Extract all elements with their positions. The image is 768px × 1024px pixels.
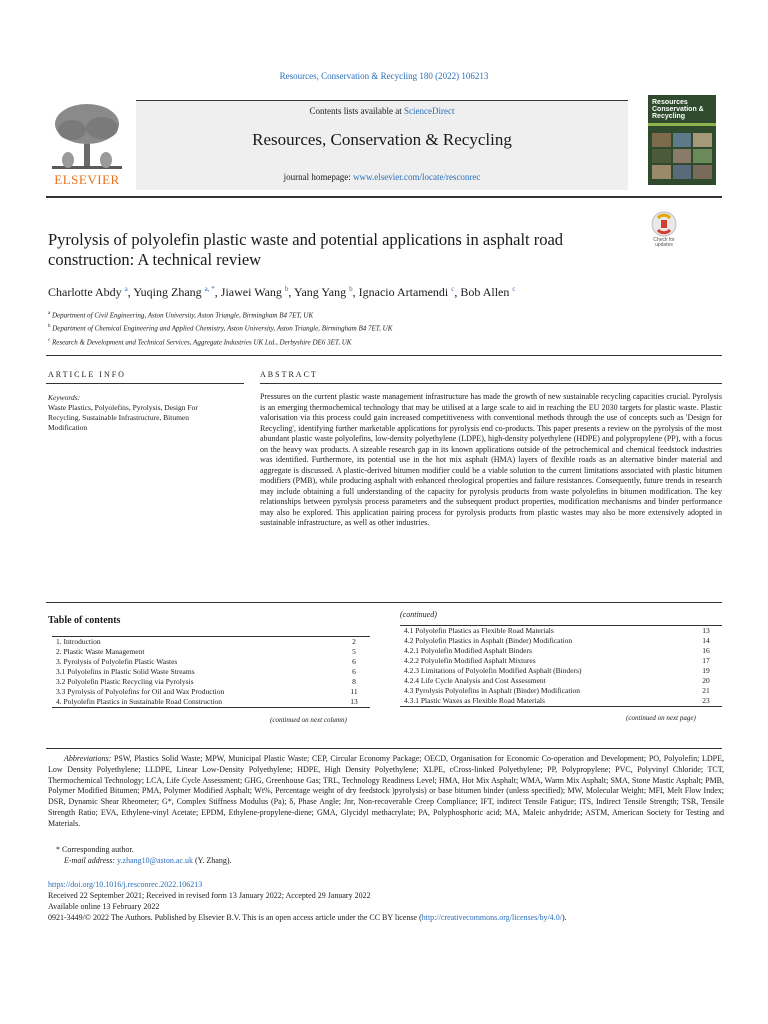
toc-entry[interactable]	[400, 656, 722, 666]
affiliation-text: Research & Development and Technical Services, Aggregate Industries UK Ltd., Derbyshire DE6 3ET, UK	[51, 337, 352, 346]
elsevier-wordmark: ELSEVIER	[54, 172, 120, 187]
toc-entry-page: 8	[352, 677, 356, 686]
affiliation-mark: a	[48, 311, 51, 316]
affiliation	[48, 321, 392, 334]
keywords-text: Waste Plastics, Polyolefins, Pyrolysis, Design For Recycling, Sustainable Infrastructure, Bitumen Modification	[48, 403, 198, 432]
toc-entry[interactable]	[52, 697, 370, 707]
toc-entry-page: 11	[350, 687, 358, 696]
toc-entry-label: 4.2.3 Limitations of Polyolefin Modified Asphalt (Binders)	[404, 666, 582, 675]
toc-entry-page: 13	[350, 697, 358, 706]
toc-entry-page: 5	[352, 647, 356, 656]
author-affiliation-mark[interactable]: b	[349, 285, 353, 293]
toc-continued-head: (continued)	[400, 610, 437, 619]
toc-entry-label: 3.3 Pyrolysis of Polyolefins for Oil and Wax Production	[56, 687, 225, 696]
toc-entry-label: 4.2.4 Life Cycle Analysis and Cost Assessment	[404, 676, 546, 685]
toc-entry-label: 4.3.1 Plastic Waxes as Flexible Road Materials	[404, 696, 545, 705]
toc-entry[interactable]	[52, 637, 370, 647]
toc-entry-page: 21	[702, 686, 710, 695]
keywords-label: Keywords:	[48, 393, 81, 402]
email-line	[64, 856, 231, 865]
check-for-updates-button[interactable]	[646, 210, 682, 246]
toc-entry-label: 3.2 Polyolefin Plastic Recycling via Pyrolysis	[56, 677, 194, 686]
author-name[interactable]: Yang Yang	[293, 285, 347, 299]
article-info-heading: ARTICLE INFO	[48, 370, 126, 379]
homepage-prefix: journal homepage:	[283, 172, 354, 182]
author-affiliation-mark[interactable]: b	[284, 285, 289, 293]
homepage-link[interactable]: www.elsevier.com/locate/resconrec	[353, 172, 481, 182]
toc-entry-label: 4.3 Pyrolysis Polyolefins in Asphalt (Binder) Modification	[404, 686, 581, 695]
toc-rule	[46, 602, 722, 603]
toc-entry-page: 14	[702, 636, 710, 645]
journal-homepage	[136, 172, 628, 182]
abbreviations-text: PSW, Plastics Solid Waste; MPW, Municipal Plastic Waste; CEP, Circular Economy Package; OECD, Organisation for Economic Co-operation and Development; PO, Polyolefin; LDPE, Low Density Polyethylene; LLDPE, Linear Low-Density Polyethylene; HDPE, High Density Polyethylene; XLPE, cCross-linked Polyethylene; PP, Polypropylene; PVC, Polyvinyl Chloride; TCT, Thermochemical Technology; LCA, Life Cycle Assessment; GHG, Greenhouse Gas; TRL, Technology Readiness Level; HMA, Hot Mix Asphalt; WMA, Warm Mix Asphalt; SMA, Stone Mastic Asphalt; PMB, Polymer Modified Bitumen; PMA, Polymer Modified Asphalt; Wt%, Percentage weight of dry feedstock )pyrolysis) or base bitumen binder (unless specified); MW, Molecular Weight; MFI, Melt Flow Index; DSR, Dynamic Shear Rheometer; G*, Complex Stiffness Modulus (Pa); δ, Phase Angle; Jnr, Non-recoverable Creep Compliance; IFT, indirect Tensile Fatigue; ITS, Indirect Tensile Strength; TSR, Tensile Strength Ratio; EVA, Ethylene-vinyl Acetate; EPDM, Ethylene-propylene-diene; GMA, Glycidyl methacrylate; PA, Polyphosphoric acid; MA, Maleic anhydride; ASTM, American Society for Testing and Materials.	[48, 754, 724, 828]
license-suffix: ).	[562, 913, 567, 922]
toc-left-column	[52, 636, 370, 708]
toc-entry-label: 3.1 Polyolefins in Plastic Solid Waste Streams	[56, 667, 195, 676]
toc-entry-page: 17	[702, 656, 710, 665]
cover-photos	[652, 133, 712, 179]
author-name[interactable]: Ignacio Artamendi	[358, 285, 449, 299]
toc-entry[interactable]	[400, 676, 722, 686]
license-link[interactable]: http://creativecommons.org/licenses/by/4.0/	[421, 913, 563, 922]
abstract-heading: ABSTRACT	[260, 370, 318, 379]
email-link[interactable]: y.zhang10@aston.ac.uk	[117, 856, 193, 865]
contents-line	[136, 106, 628, 116]
toc-entry-page: 13	[702, 626, 710, 635]
toc-entry-label: 4.2 Polyolefin Plastics in Asphalt (Binder) Modification	[404, 636, 573, 645]
author-name[interactable]: Jiawei Wang	[220, 285, 282, 299]
toc-entry-label: 4.1 Polyolefin Plastics as Flexible Road Materials	[404, 626, 554, 635]
toc-entry-page: 19	[702, 666, 710, 675]
tree-logo-icon	[46, 100, 128, 174]
toc-entry[interactable]	[400, 686, 722, 696]
toc-entry-label: 3. Pyrolysis of Polyolefin Plastic Wastes	[56, 657, 178, 666]
toc-entry[interactable]	[400, 636, 722, 646]
cover-strip	[648, 123, 716, 126]
journal-citation[interactable]: Resources, Conservation & Recycling 180 (2022) 106213	[279, 71, 489, 81]
license-line	[48, 913, 724, 922]
journal-header	[136, 100, 628, 190]
article-info-rule	[46, 383, 244, 384]
abstract-text: Pressures on the current plastic waste management infrastructure has made the growth of new sustainable recycling capacities crucial. Pyrolysis is an emerging thermochemical technology that may be utilised at a large scale to aid in reaching the EU 2030 targets for plastic waste. Plastic valorisation via this process could gain increased competitiveness with conventional methods through the use of concepts such as 'Design for Recycling', identifying further marketable applications for pyrolysis end co-products. This paper presents a review on the pyrolysis of the most abundant plastic waste polyolefins, low-density polyethylene (LDPE), high-density polyethylene (HDPE) and polypropylene (PP), with a focus on the heavy wax products. A sizeable research gap in its known applications outside of the petrochemical and chemical feedstock industries was identified. Furthermore, its potential use in the hot mix asphalt (HMA) layers of flexible roads as an alternative binder material and aggregate is discussed. A plastic-derived bitumen modifier could be a viable solution to the current limitations associated with plastic bitumen modifiers (PMB), while producing asphalt with enhanced rheological properties and failure resistances. Consequently, future trends in research may include obtaining a full understanding of the capacity for pyrolysis products from waste polyolefins in bitumen modification. The key relationships between pyrolysis process parameters and the subsequent product properties, modification mechanisms and binder performance may also be explored. This application pairing process for pyrolysis products from plastic wastes may also be more extensively adopted in sustainable infrastructure, as well as other industries.	[260, 392, 722, 527]
toc-entry-label: 4. Polyolefin Plastics in Sustainable Road Construction	[56, 697, 223, 706]
corresponding-author-note: * Corresponding author.	[56, 845, 134, 854]
author-affiliation-mark[interactable]: c	[451, 285, 455, 293]
toc-entry-label: 4.2.1 Polyolefin Modified Asphalt Binders	[404, 646, 532, 655]
toc-entry-page: 23	[702, 696, 710, 705]
info-rule	[46, 355, 722, 356]
author-name[interactable]: Yuqing Zhang	[133, 285, 202, 299]
toc-title: Table of contents	[48, 615, 121, 626]
author-affiliation-mark[interactable]: c	[512, 285, 516, 293]
email-label: E-mail address:	[64, 856, 116, 865]
abstract-rule	[260, 383, 722, 384]
toc-entry[interactable]	[52, 647, 370, 657]
cover-title: Resources Conservation & Recycling	[652, 99, 704, 120]
toc-entry-page: 6	[352, 657, 356, 666]
toc-entry-page: 20	[702, 676, 710, 685]
toc-entry-page: 16	[702, 646, 710, 655]
author-name[interactable]: Charlotte Abdy	[48, 285, 122, 299]
toc-entry[interactable]	[52, 677, 370, 687]
toc-entry[interactable]	[400, 646, 722, 656]
toc-entry[interactable]	[400, 696, 722, 706]
toc-entry[interactable]	[52, 657, 370, 667]
abbreviations-label: Abbreviations:	[64, 754, 112, 763]
toc-entry-page: 6	[352, 667, 356, 676]
doi-link[interactable]: https://doi.org/10.1016/j.resconrec.2022.106213	[48, 880, 203, 889]
affiliation	[48, 335, 392, 348]
toc-continued-left: (continued on next column)	[270, 716, 347, 724]
header-rule	[46, 196, 722, 198]
toc-entry[interactable]	[52, 687, 370, 697]
toc-entry-label: 2. Plastic Waste Management	[56, 647, 145, 656]
publisher-logo	[46, 100, 128, 190]
online-date: Available online 13 February 2022	[48, 902, 160, 911]
toc-continued-right: (continued on next page)	[626, 714, 696, 722]
contents-prefix: Contents lists available at	[309, 106, 404, 116]
toc-entry[interactable]	[52, 667, 370, 677]
footnote-rule	[46, 748, 722, 749]
affiliation-mark: b	[48, 324, 51, 330]
toc-entry[interactable]	[400, 626, 722, 636]
affiliation	[48, 308, 392, 321]
license-prefix: 0921-3449/© 2022 The Authors. Published by Elsevier B.V. This is an open access article under the CC BY license (	[48, 913, 422, 922]
author-affiliation-mark[interactable]: a	[124, 285, 128, 293]
journal-name: Resources, Conservation & Recycling	[252, 130, 512, 149]
affiliation-text: Department of Civil Engineering, Aston University, Aston Triangle, Birmingham B4 7ET, UK	[51, 311, 314, 320]
sciencedirect-link[interactable]: ScienceDirect	[404, 106, 455, 116]
author-list: Charlotte Abdy $^a$, Yuqing Zhang $^{a, *}$, Jiawei Wang $^b$, Yang Yang $^b$, Ignacio Artamendi $^c$, Bob Allen $^c$	[48, 285, 516, 299]
toc-entry-label: 4.2.2 Polyolefin Modified Asphalt Mixtures	[404, 656, 536, 665]
received-dates: Received 22 September 2021; Received in revised form 13 January 2022; Accepted 29 January 2022	[48, 891, 371, 900]
toc-entry-label: 1. Introduction	[56, 637, 101, 646]
toc-right-column	[400, 625, 722, 707]
email-suffix: (Y. Zhang).	[192, 856, 232, 865]
article-title: Pyrolysis of polyolefin plastic waste and potential applications in asphalt road construction: A technical review	[48, 230, 564, 269]
journal-cover	[648, 95, 716, 185]
author-affiliation-mark[interactable]: a, *	[204, 285, 215, 293]
affiliation-text: Department of Chemical Engineering and Applied Chemistry, Aston University, Aston Triangle, Birmingham B4 7ET, UK	[52, 324, 393, 333]
check-updates-label: Check for updates	[653, 237, 675, 248]
affiliation-mark: c	[48, 337, 51, 343]
toc-entry[interactable]	[400, 666, 722, 676]
author-name[interactable]: Bob Allen	[460, 285, 510, 299]
affiliations	[48, 308, 392, 348]
abbreviations-footnote	[48, 754, 724, 830]
keywords	[48, 393, 228, 433]
toc-entry-page: 2	[352, 637, 356, 646]
check-updates-icon	[646, 210, 682, 240]
